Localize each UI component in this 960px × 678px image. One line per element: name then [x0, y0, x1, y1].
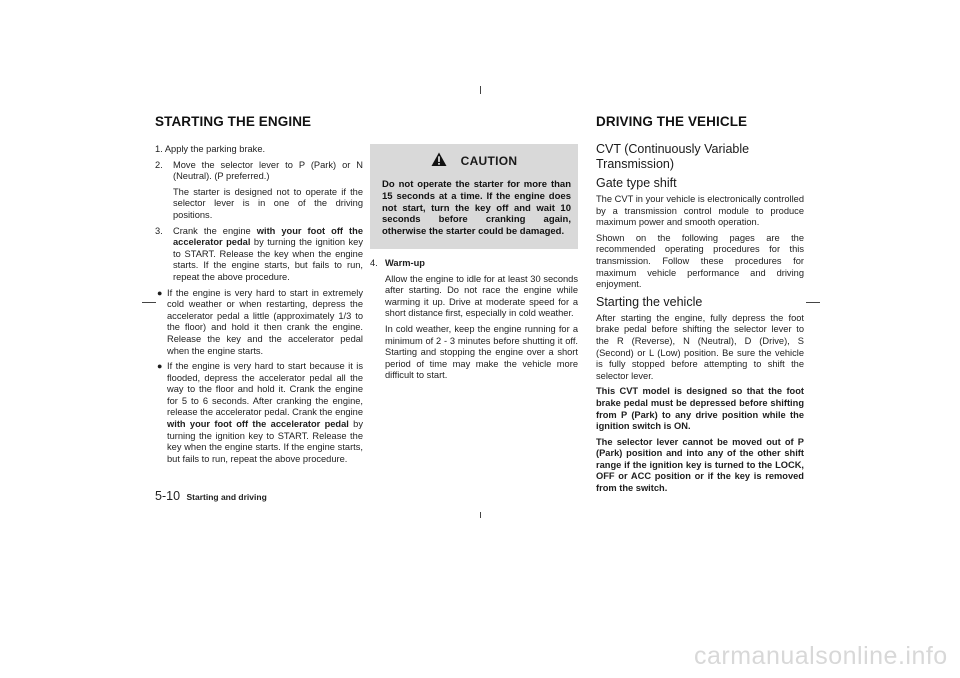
subheading-cvt: CVT (Continuously Variable Transmission) — [596, 142, 750, 171]
bullet-flooded: ● If the engine is very hard to start because it is flooded, depress the accelerator pedal all the way to the floor and hold it. Crank the engine for 5 to 6 seconds. After cranking the engine, release the accelerator pedal. Crank the engine with your foot off the accelerator pedal by turning the ignition key to START. Release the key when the engine starts. If the engine starts, but fails to run, repeat the above procedure. — [157, 361, 364, 464]
subheading-gate-type-shift: Gate type shift — [596, 176, 677, 190]
section-name: Starting and driving — [186, 492, 267, 502]
left-column — [155, 144, 363, 469]
bullet-icon: ● — [157, 287, 163, 298]
watermark: carmanualsonline.info — [694, 642, 948, 670]
step-4-paragraph-1: Allow the engine to idle for at least 30 seconds after starting. Do not race the engine while warming it up. Drive at moderate speed for a short distance first, especially in cold weather. — [385, 273, 578, 319]
step-1: 1. Apply the parking brake. — [155, 144, 266, 154]
crop-mark-right — [806, 302, 820, 303]
paragraph-lever-notice: The selector lever cannot be moved out of P (Park) position and into any of the other shift range if the ignition key is turned to the LOCK, OFF or ACC position or if the key is removed from the switch. — [596, 436, 804, 494]
crop-mark-left — [142, 302, 156, 303]
step-4: 4. Warm-up Allow the engine to idle for at least 30 seconds after starting. Do not race the engine while warming it up. Drive at moderate speed for a short distance first, especially in cold weather. In cold weather, keep the engine running for a minimum of 2 - 3 minutes before shutting it off. Starting and stopping the engine over a short period of time may make the vehicle more difficult to start. — [370, 258, 578, 381]
caution-text: Do not operate the starter for more than 15 seconds at a time. If the engine does not start, turn the key off and wait 10 seconds before cranking again, otherwise the starter could be damaged. — [382, 179, 571, 238]
section-heading-starting-engine: STARTING THE ENGINE — [155, 114, 312, 129]
middle-column — [370, 258, 578, 386]
bullet-icon: ● — [157, 361, 163, 372]
paragraph-cvt-intro: The CVT in your vehicle is electronically controlled by a transmission control module to produce maximum power and smooth operation. — [596, 194, 804, 228]
page-footer — [155, 487, 267, 505]
step-4-title: Warm-up — [385, 258, 425, 268]
paragraph-procedures: Shown on the following pages are the recommended operating procedures for this transmission. Follow these procedures for maximum vehicle performance and driving enjoyment. — [596, 232, 804, 290]
section-heading-driving-vehicle: DRIVING THE VEHICLE — [596, 114, 748, 129]
caution-title: CAUTION — [460, 154, 518, 168]
caution-header — [370, 152, 578, 170]
step-2: 2. Move the selector lever to P (Park) or N (Neutral). (P preferred.) The starter is designed not to operate if the selector lever is in one of the driving positions. — [155, 159, 363, 220]
page-number: 5-10 — [155, 489, 181, 503]
crop-mark-top — [480, 86, 481, 94]
crop-mark-bottom — [480, 512, 481, 518]
step-3: 3. Crank the engine with your foot off the accelerator pedal by turning the ignition key to START. Release the key when the engine starts. If the engine starts, but fails to run, repeat the above procedure. — [155, 225, 364, 282]
caution-box — [370, 144, 578, 249]
paragraph-brake-notice: This CVT model is designed so that the foot brake pedal must be depressed before shifting from P (Park) to any drive position while the ignition switch is ON. — [596, 386, 804, 432]
bullet-cold-weather: ● If the engine is very hard to start in extremely cold weather or when restarting, depress the accelerator pedal a little (approximately 1/3 to the floor) and hold it then crank the engine. Release the key and the accelerator pedal when the engine starts. — [157, 287, 363, 356]
step-4-paragraph-2: In cold weather, keep the engine running for a minimum of 2 - 3 minutes before shutting it off. Starting and stopping the engine over a short period of time may make the vehicle more difficult to start. — [385, 323, 578, 381]
subheading-starting-vehicle: Starting the vehicle — [596, 294, 703, 309]
step-2-note: The starter is designed not to operate if the selector lever is in one of the driving positions. — [173, 186, 363, 220]
warning-icon — [431, 152, 447, 167]
right-column — [596, 142, 804, 499]
paragraph-starting: After starting the engine, fully depress the foot brake pedal before shifting the selector lever to the R (Reverse), N (Neutral), D (Drive), S (Second) or L (Low) position. Be sure the vehicle is fully stopped before attempting to shift the selector lever. — [596, 312, 804, 381]
